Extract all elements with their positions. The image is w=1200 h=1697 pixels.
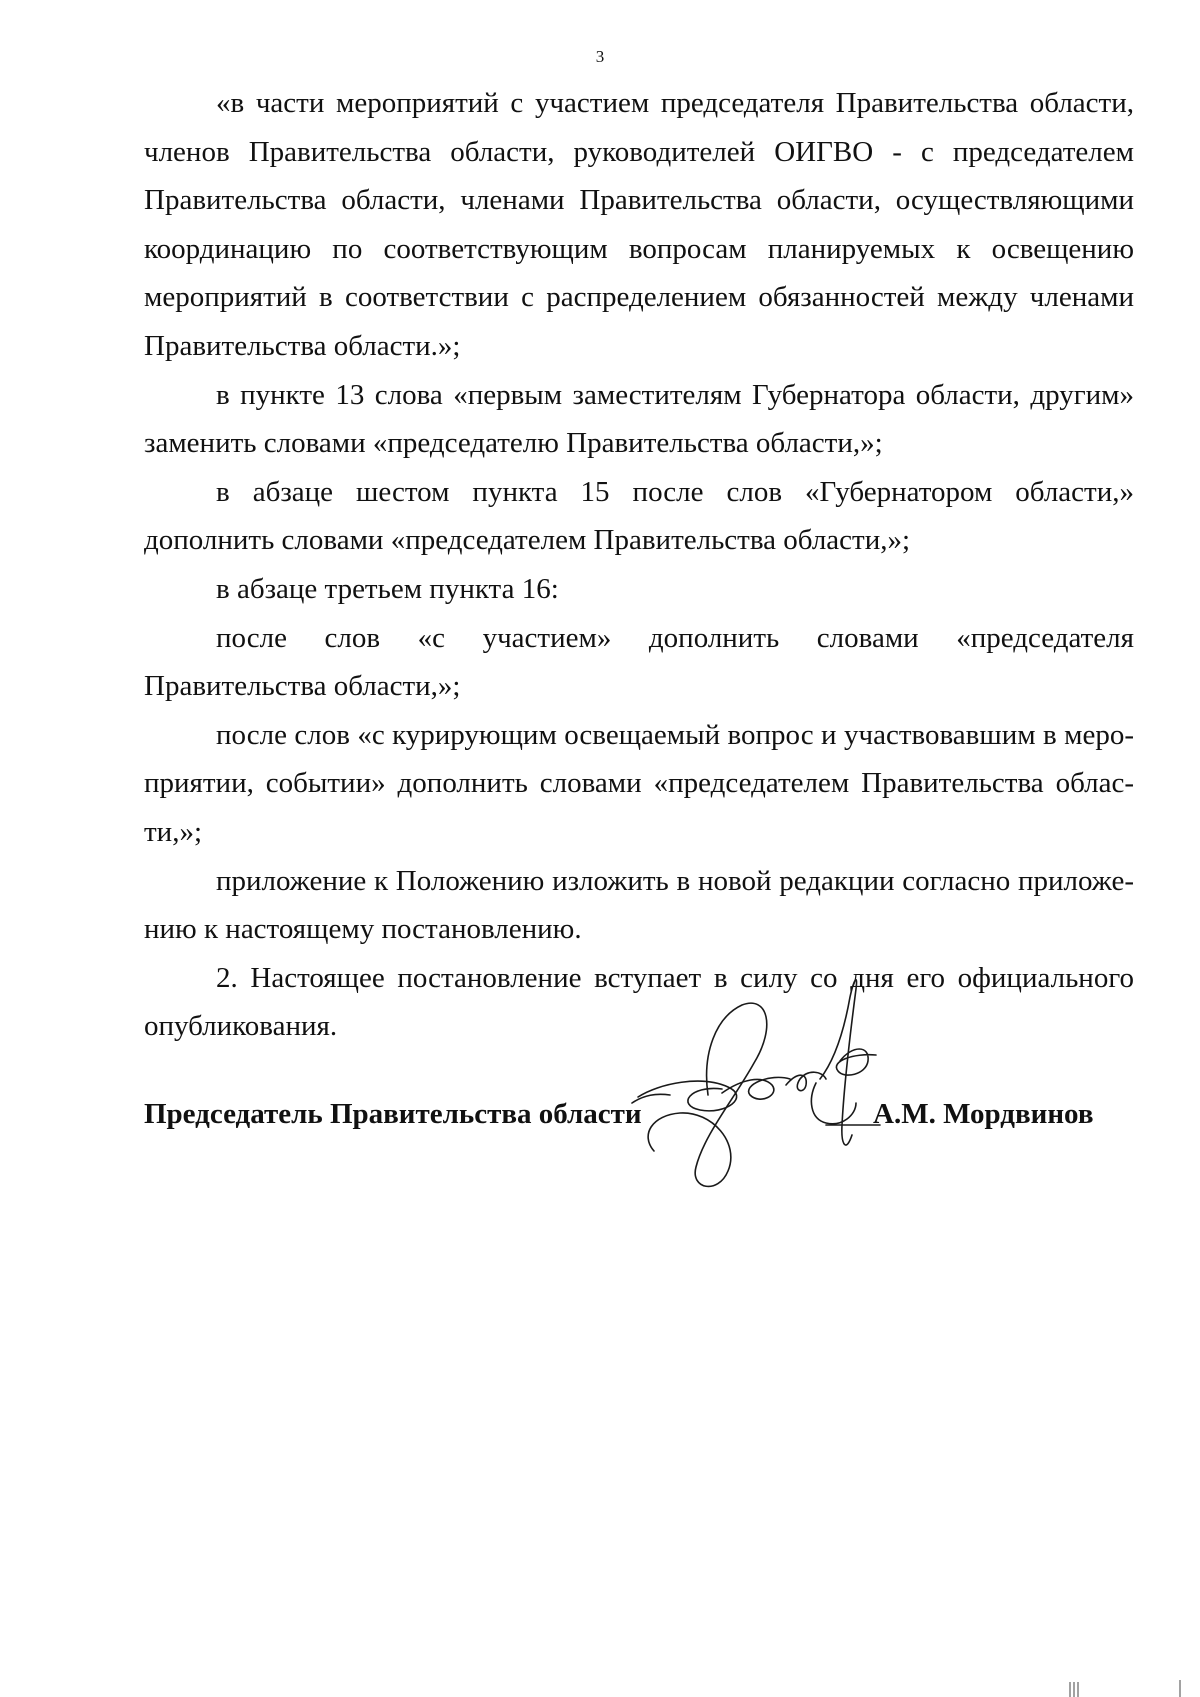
paragraph-1: «в части мероприятий с участием председателя Правительства области, членов Правительства области, руководителей ОИГВО - с председателем Правительства области, членами Правительства области, осуществляющими координацию по соответствующим вопросам планируемых к освещению мероприятий в соответствии с распределением обязанностей между членами Правительства области.»; (144, 87, 1134, 362)
paragraph-4: в абзаце третьем пункта 16: (216, 572, 559, 605)
paragraph-2: в пункте 13 слова «первым заместителям Губернатора области, другим» заменить словами «председателю Правительства области,»; (144, 378, 1134, 460)
paragraph-5: после слов «с участием» дополнить словами «председателя Правительства области,»; (144, 621, 1134, 703)
document-body (144, 79, 1134, 1051)
signer-title: Председатель Правительства области (144, 1098, 642, 1130)
paragraph-7: приложение к Положению изложить в новой редакции согласно приложению к настоящему постановлению. (144, 864, 1134, 946)
handwritten-signature (630, 975, 900, 1200)
signer-name: А.М. Мордвинов (873, 1098, 1094, 1130)
paragraph-6: после слов «с курирующим освещаемый вопрос и участвовавшим в мероприятии, событии» дополнить словами «председателем Правительства области,»; (144, 718, 1134, 848)
paragraph-3: в абзаце шестом пункта 15 после слов «Губернатором области,» дополнить словами «председателем Правительства области,»; (144, 475, 1134, 557)
scan-marks (1068, 1678, 1188, 1697)
paragraph-8: 2. Настоящее постановление вступает в силу со дня его официального опубликования. (144, 961, 1134, 1043)
page-number: 3 (595, 47, 605, 66)
